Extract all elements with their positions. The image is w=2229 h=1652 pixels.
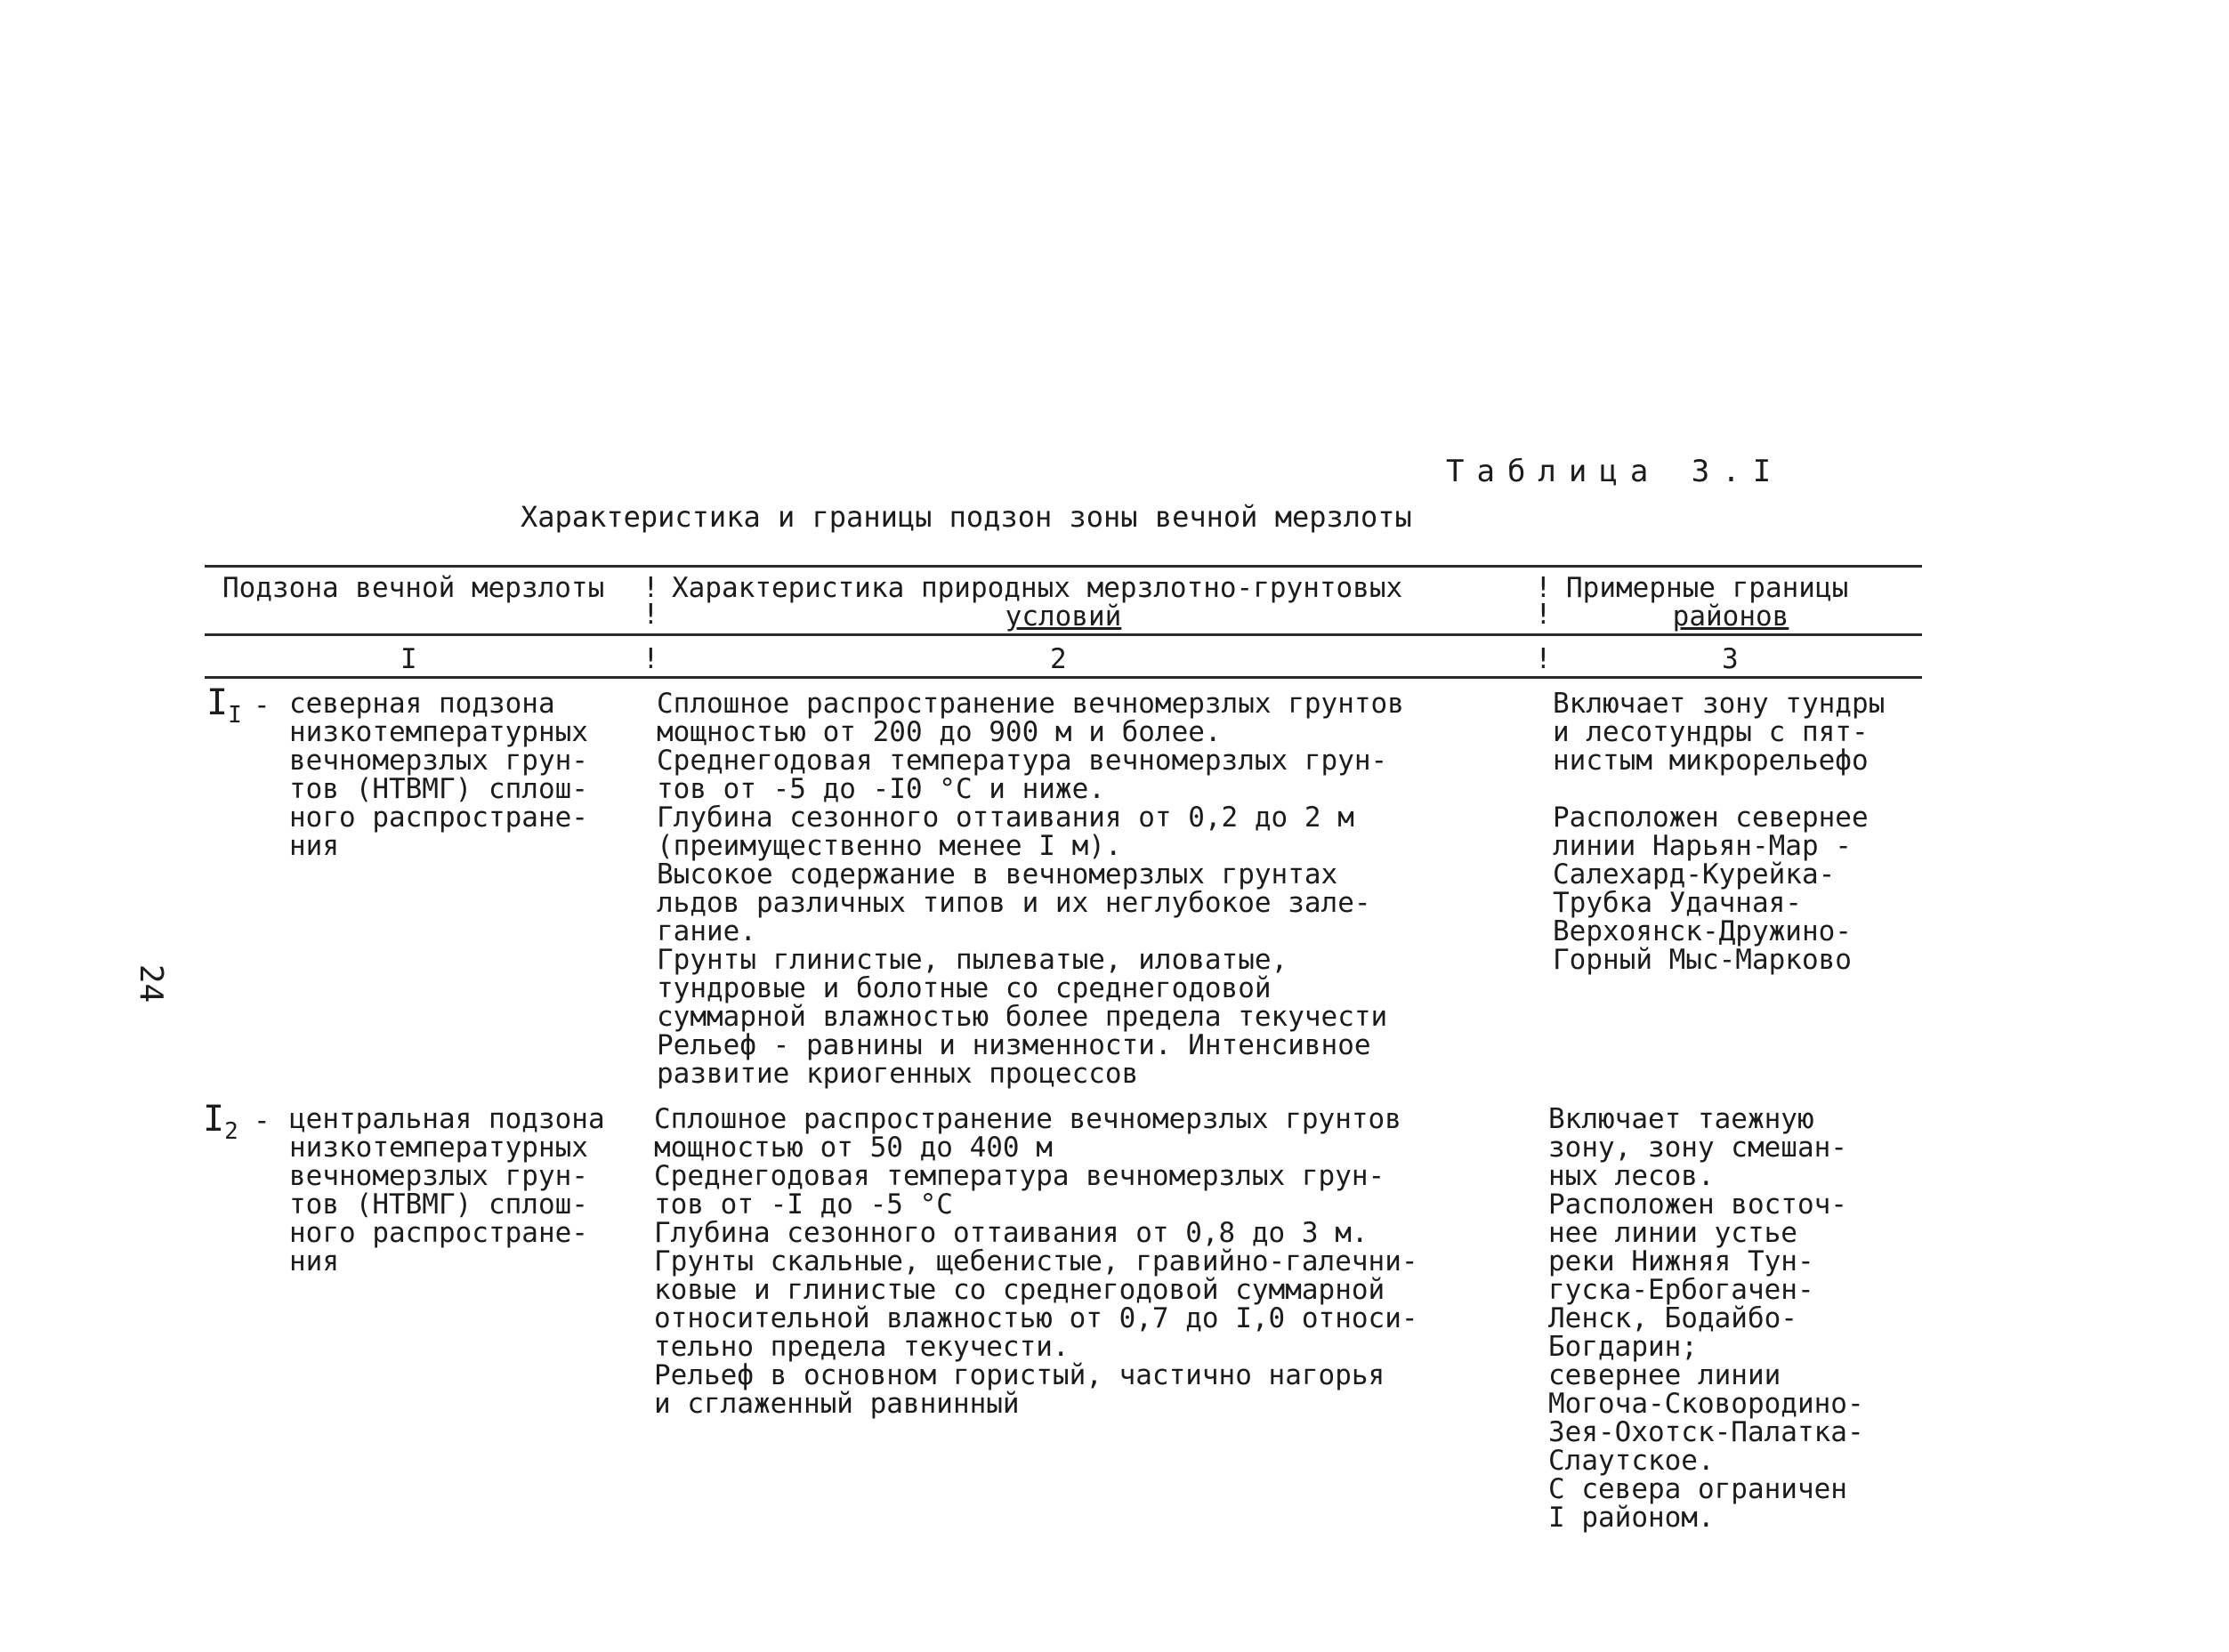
conditions-line: тов от -I до -5 °С [654,1189,953,1221]
boundaries-line: Трубка Удачная- [1553,887,1802,919]
conditions-line: мощностью от 50 до 400 м [654,1132,1053,1164]
conditions-line: Рельеф в основном гористый, частично нагорья [654,1359,1385,1391]
column-separator: ! [642,599,659,631]
header-conditions [672,574,1455,631]
conditions-line: Глубина сезонного оттаивания от 0,2 до 2 м [657,802,1354,834]
subzone-description [289,689,588,860]
table-label: Таблица 3.I [1446,454,1784,489]
conditions-line: Среднегодовая температура вечномерзлых грун- [654,1160,1385,1192]
boundaries-line: реки Нижняя Тун- [1548,1245,1814,1277]
subzone-dash: - [254,689,271,721]
conditions-line: Среднегодовая температура вечномерзлых грун- [657,745,1388,777]
subzone-line: ния [289,830,339,862]
boundaries-line: ных лесов. [1548,1160,1715,1192]
boundaries-line: Салехард-Курейка- [1553,858,1836,890]
conditions-line: Высокое содержание в вечномерзлых грунтах [657,858,1338,890]
subzone-id: $I_2$ [203,1099,238,1145]
subzone-line: вечномерзлых грун- [289,1160,588,1192]
conditions-line: и сглаженный равнинный [654,1388,1020,1420]
boundaries-line: Расположен восточ- [1548,1189,1847,1221]
boundaries-line: севернее линии [1548,1359,1781,1391]
conditions-line: тундровые и болотные со среднегодовой [657,972,1272,1004]
conditions-line: (преимущественно менее I м). [657,830,1122,862]
conditions-line: относительной влажностью от 0,7 до I,0 относи- [654,1302,1418,1334]
boundaries-line: гуска-Ербогачен- [1548,1274,1814,1306]
boundaries-line: Горный Мыс-Марково [1553,944,1852,976]
conditions-line: Сплошное распространение вечномерзлых грунтов [654,1103,1401,1135]
conditions-description [654,1105,1418,1418]
header-subzone: Подзона вечной мерзлоты [222,572,605,604]
boundaries-description [1553,689,1885,974]
page-number: 24 [133,963,170,1003]
boundaries-line: Богдарин; [1548,1331,1698,1363]
column-separator: ! [642,572,659,604]
subzone-line: центральная подзона [289,1103,605,1135]
conditions-line: Грунты глинистые, пылеватые, иловатые, [657,944,1288,976]
boundaries-line: и лесотундры с пят- [1553,716,1869,748]
header-boundaries-line1: Примерные границы [1566,572,1849,604]
conditions-line: льдов различных типов и их неглубокое зале- [657,887,1371,919]
boundaries-description [1548,1105,1864,1532]
subzone-id: $I_I$ [206,682,242,729]
column-number-3: 3 [1722,643,1739,675]
header-boundaries-line2: районов [1672,600,1789,633]
conditions-line: развитие криогенных процессов [657,1058,1139,1090]
conditions-line: Глубина сезонного оттаивания от 0,8 до 3 м. [654,1217,1369,1249]
subzone-description [289,1105,605,1276]
boundaries-line: линии Нарьян-Мар - [1553,830,1852,862]
boundaries-line: Включает таежную [1548,1103,1814,1135]
subzone-dash: - [254,1105,271,1137]
column-separator: ! [1535,599,1552,631]
subzone-line: тов (НТВМГ) сплош- [289,773,588,805]
header-conditions-line2: условий [1005,600,1122,633]
subzone-line: вечномерзлых грун- [289,745,588,777]
conditions-line: Грунты скальные, щебенистые, гравийно-галечни- [654,1245,1418,1277]
boundaries-line: I районом. [1548,1502,1715,1534]
conditions-line: тов от -5 до -I0 °С и ниже. [657,773,1105,805]
boundaries-line: нистым микрорельефо [1553,745,1869,777]
boundaries-line: нее линии устье [1548,1217,1797,1249]
subzone-line: тов (НТВМГ) сплош- [289,1189,588,1221]
table-top-rule [205,565,1922,568]
subzone-line: ного распростране- [289,802,588,834]
column-separator: ! [1535,572,1552,604]
header-bottom-rule [205,633,1922,636]
subzone-line: низкотемпературных [289,1132,588,1164]
subzone-line: ния [289,1245,339,1277]
conditions-line: мощностью от 200 до 900 м и более. [657,716,1222,748]
conditions-description [657,689,1404,1088]
conditions-line: суммарной влажностью более предела текучести [657,1001,1388,1033]
boundaries-line: Включает зону тундры [1553,688,1886,720]
boundaries-line: С севера ограничен [1548,1473,1847,1505]
subzone-line: ного распростране- [289,1217,588,1249]
header-conditions-line1: Характеристика природных мерзлотно-грунтовых [672,572,1403,604]
column-number-1: I [400,643,417,675]
conditions-line: Рельеф - равнины и низменности. Интенсивное [657,1029,1371,1061]
table-caption: Характеристика и границы подзон зоны вечной мерзлоты [521,500,1412,534]
header-boundaries [1566,574,1895,631]
boundaries-line: Верхоянск-Дружино- [1553,915,1852,947]
conditions-line: ковые и глинистые со среднегодовой суммарной [654,1274,1385,1306]
boundaries-line: Расположен севернее [1553,802,1869,834]
boundaries-line: Ленск, Бодайбо- [1548,1302,1797,1334]
column-separator: ! [1535,643,1552,675]
boundaries-line: Зея-Охотск-Палатка- [1548,1416,1864,1448]
subzone-line: низкотемпературных [289,716,588,748]
conditions-line: тельно предела текучести. [654,1331,1070,1363]
paragraph-gap [1553,775,1885,803]
column-number-rule [205,676,1922,679]
boundaries-line: Слаутское. [1548,1445,1715,1477]
column-number-2: 2 [1050,643,1067,675]
subzone-line: северная подзона [289,688,555,720]
conditions-line: Сплошное распространение вечномерзлых грунтов [657,688,1404,720]
conditions-line: гание. [657,915,756,947]
boundaries-line: зону, зону смешан- [1548,1132,1847,1164]
boundaries-line: Могоча-Сковородино- [1548,1388,1864,1420]
column-separator: ! [642,643,659,675]
